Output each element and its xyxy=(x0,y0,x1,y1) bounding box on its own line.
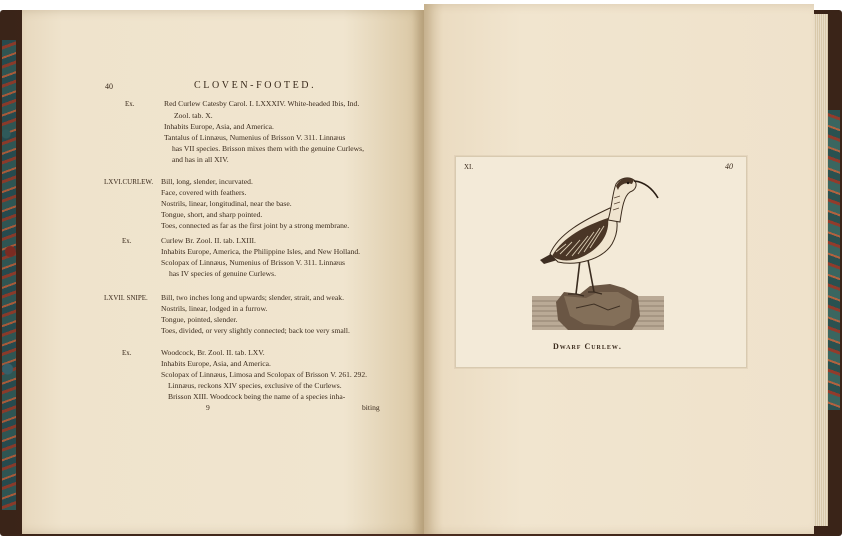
text-line: Curlew Br. Zool. II. tab. LXIII. xyxy=(161,236,256,245)
text-line: Toes, connected as far as the first joint by a strong membrane. xyxy=(161,221,350,230)
text-line: Tantalus of Linnæus, Numenius of Brisson V. 311. Linnæus xyxy=(164,133,346,142)
text-line: and has in all XIV. xyxy=(172,155,229,164)
text-line: has IV species of genuine Curlews. xyxy=(169,269,276,278)
marbled-board-right xyxy=(828,110,840,410)
text-line: Face, covered with feathers. xyxy=(161,188,247,197)
section-label: Ex. xyxy=(125,100,135,108)
text-line: Tongue, short, and sharp pointed. xyxy=(161,210,263,219)
text-line: Scolopax of Linnæus, Numenius of Brisson V. 311. Linnæus xyxy=(161,258,346,267)
text-line: Tongue, pointed, slender. xyxy=(161,315,238,324)
section-label: LXVII. SNIPE. xyxy=(104,294,148,302)
plate-number-roman: XI. xyxy=(464,163,474,171)
text-line: biting xyxy=(362,403,380,412)
page-edges xyxy=(814,14,828,526)
text-line: Inhabits Europe, Asia, and America. xyxy=(164,122,274,131)
text-line: Woodcock, Br. Zool. II. tab. LXV. xyxy=(161,348,265,357)
section-label: Ex. xyxy=(122,237,132,245)
text-line: Linnæus, reckons XIV species, exclusive of the Curlews. xyxy=(168,381,342,390)
text-line: Brisson XIII. Woodcock being the name of a species inha- xyxy=(168,392,346,401)
text-line: Toes, divided, or very slightly connected; back toe very small. xyxy=(161,326,350,335)
text-line: Inhabits Europe, Asia, and America. xyxy=(161,359,271,368)
text-line: Nostrils, linear, longitudinal, near the base. xyxy=(161,199,292,208)
text-line: 9 xyxy=(206,403,210,412)
running-head: CLOVEN-FOOTED. xyxy=(194,80,317,91)
text-line: Scolopax of Linnæus, Limosa and Scolopax of Brisson V. 261. 292. xyxy=(161,370,368,379)
plate-caption: Dwarf Curlew. xyxy=(553,342,622,351)
text-line: Inhabits Europe, America, the Philippine Isles, and New Holland. xyxy=(161,247,361,256)
text-line: Red Curlew Catesby Carol. I. LXXXIV. White-headed Ibis, Ind. xyxy=(164,99,360,108)
text-line: Bill, two inches long and upwards; slender, strait, and weak. xyxy=(161,293,344,302)
text-line: Nostrils, linear, lodged in a furrow. xyxy=(161,304,268,313)
marbled-board-left xyxy=(2,40,16,510)
plate-number-page: 40 xyxy=(725,162,733,171)
curlew-engraving-illustration xyxy=(528,168,668,336)
text-line: Zool. tab. X. xyxy=(174,111,213,120)
section-label: LXVI.CURLEW. xyxy=(104,178,154,186)
page-number: 40 xyxy=(105,82,113,91)
text-line: has VII species. Brisson mixes them with the genuine Curlews, xyxy=(172,144,364,153)
section-label: Ex. xyxy=(122,349,132,357)
text-line: Bill, long, slender, incurvated. xyxy=(161,177,253,186)
